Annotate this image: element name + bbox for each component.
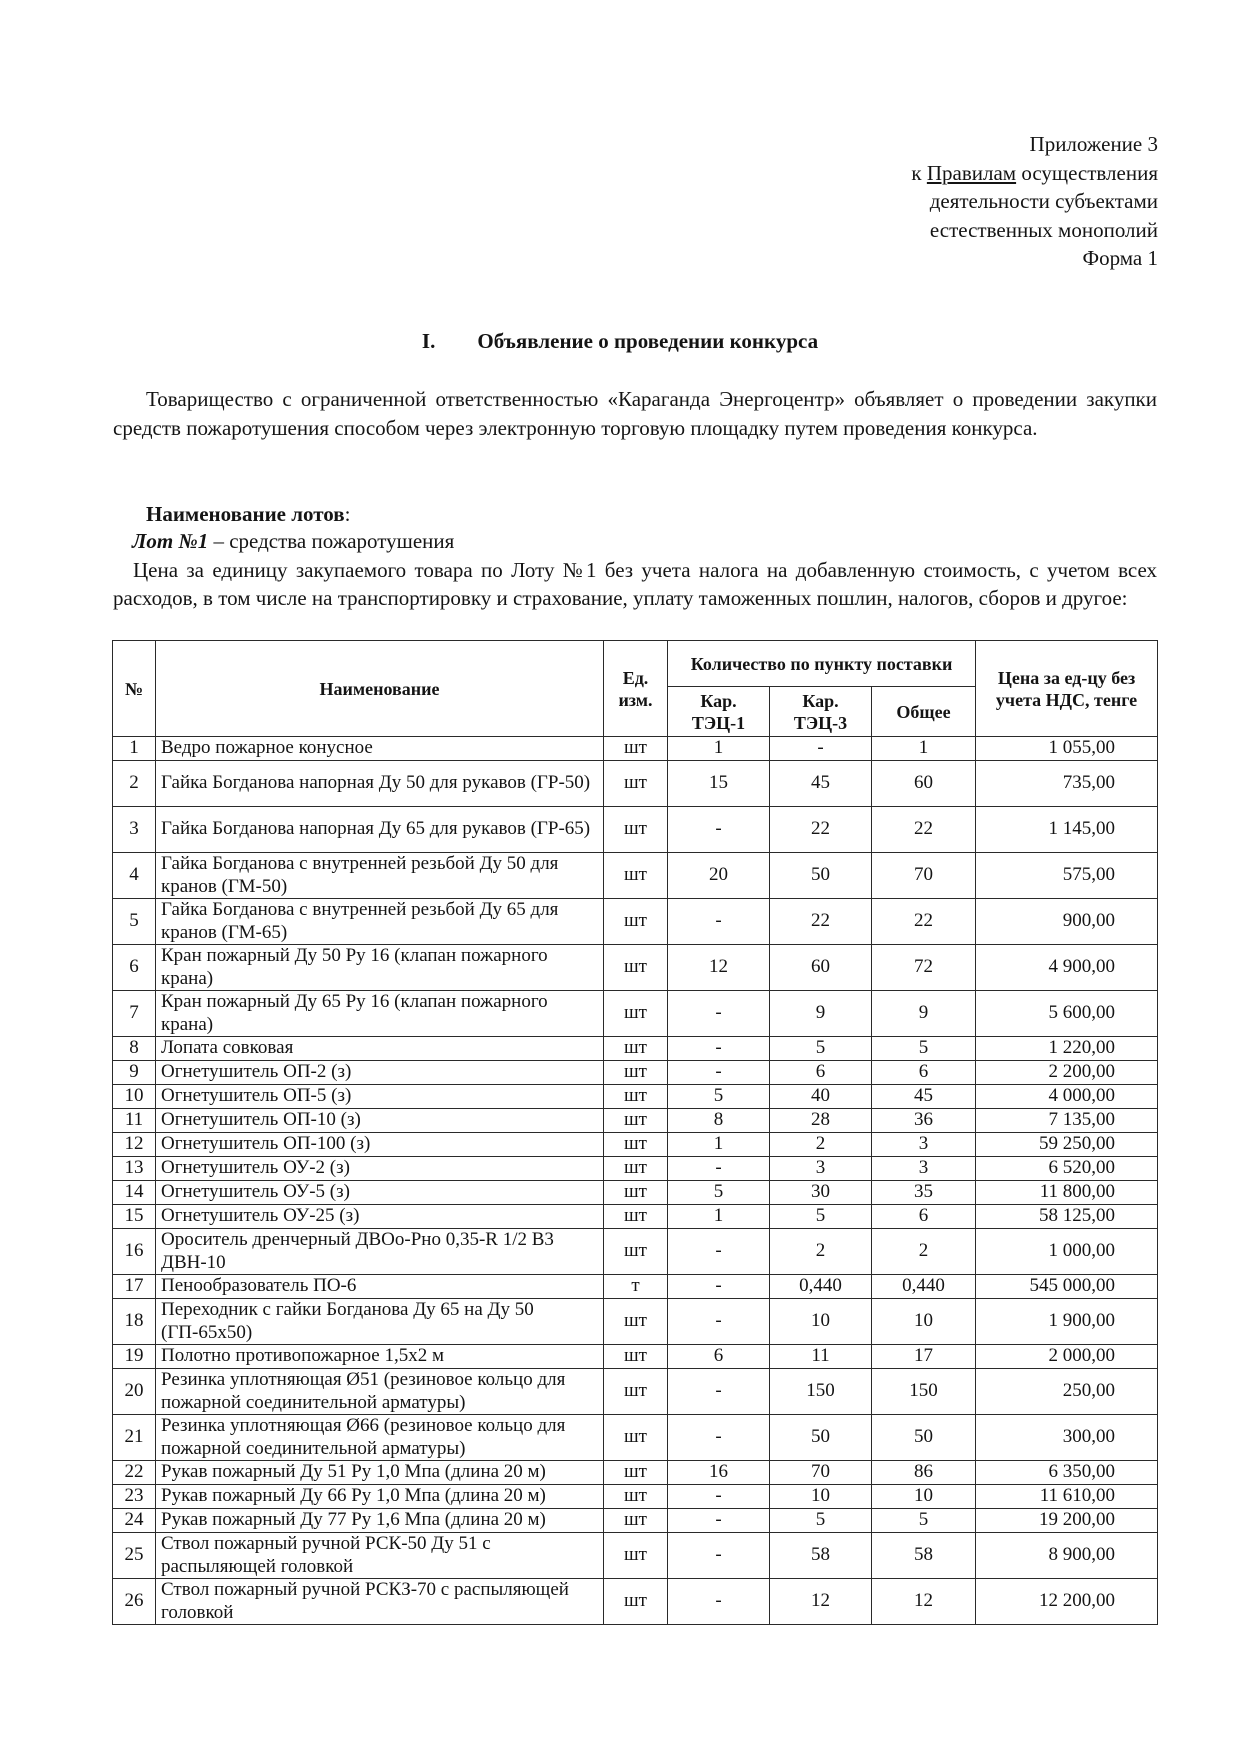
- qty-tec3: 58: [770, 1533, 872, 1579]
- unit-price: 250,00: [976, 1369, 1158, 1415]
- unit-price: 7 135,00: [976, 1109, 1158, 1133]
- qty-total: 72: [872, 945, 976, 991]
- unit-of-measure: шт: [604, 1109, 668, 1133]
- qty-tec3: 6: [770, 1061, 872, 1085]
- unit-of-measure: шт: [604, 1181, 668, 1205]
- qty-tec3: -: [770, 737, 872, 761]
- qty-total: 10: [872, 1299, 976, 1345]
- unit-price: 58 125,00: [976, 1205, 1158, 1229]
- qty-tec1: 1: [668, 737, 770, 761]
- unit-price: 12 200,00: [976, 1579, 1158, 1625]
- qty-tec3: 5: [770, 1205, 872, 1229]
- qty-tec1: -: [668, 1299, 770, 1345]
- row-number: 18: [113, 1299, 156, 1345]
- unit-price: 11 610,00: [976, 1485, 1158, 1509]
- item-name: Гайка Богданова напорная Ду 50 для рукавов (ГР-50): [156, 761, 604, 807]
- unit-of-measure: шт: [604, 1299, 668, 1345]
- row-number: 15: [113, 1205, 156, 1229]
- price-note: Цена за единицу закупаемого товара по Лоту №1 без учета налога на добавленную стоимость, с учетом всех расходов, в том числе на транспортировку и страхование, уплату таможенных пошлин, налогов, сборов и другое:: [113, 558, 1157, 610]
- qty-total: 2: [872, 1229, 976, 1275]
- qty-tec3: 70: [770, 1461, 872, 1485]
- header-qty-group: Количество по пункту поставки: [668, 641, 976, 687]
- lot-dash: –: [208, 529, 230, 553]
- row-number: 23: [113, 1485, 156, 1509]
- qty-tec3: 5: [770, 1509, 872, 1533]
- qty-tec3: 22: [770, 899, 872, 945]
- unit-price: 59 250,00: [976, 1133, 1158, 1157]
- qty-tec3: 30: [770, 1181, 872, 1205]
- table-row: [113, 1485, 1158, 1509]
- qty-tec1: -: [668, 1485, 770, 1509]
- table-row: [113, 1061, 1158, 1085]
- unit-price: 4 000,00: [976, 1085, 1158, 1109]
- item-name: Ствол пожарный ручной РСКЗ-70 с распыляющей головкой: [156, 1579, 604, 1625]
- row-number: 2: [113, 761, 156, 807]
- unit-of-measure: шт: [604, 1133, 668, 1157]
- unit-of-measure: шт: [604, 1579, 668, 1625]
- unit-of-measure: шт: [604, 1369, 668, 1415]
- appendix-rules-line: [911, 159, 1158, 188]
- row-number: 4: [113, 853, 156, 899]
- qty-total: 0,440: [872, 1275, 976, 1299]
- item-name: Кран пожарный Ду 50 Ру 16 (клапан пожарного крана): [156, 945, 604, 991]
- qty-tec3: 50: [770, 853, 872, 899]
- table-row: [113, 1509, 1158, 1533]
- intro-paragraph: Товарищество с ограниченной ответственностью «Караганда Энергоцентр» объявляет о проведении закупки средств пожаротушения способом через электронную торговую площадку путем проведения конкурса.: [113, 387, 1157, 440]
- row-number: 24: [113, 1509, 156, 1533]
- row-number: 8: [113, 1037, 156, 1061]
- row-number: 11: [113, 1109, 156, 1133]
- unit-price: 300,00: [976, 1415, 1158, 1461]
- table-row: [113, 899, 1158, 945]
- qty-total: 22: [872, 899, 976, 945]
- unit-price: 735,00: [976, 761, 1158, 807]
- table-row: [113, 1133, 1158, 1157]
- qty-tec1: 6: [668, 1345, 770, 1369]
- qty-total: 10: [872, 1485, 976, 1509]
- form-number: Форма 1: [1082, 246, 1158, 270]
- qty-tec1: -: [668, 1415, 770, 1461]
- qty-tec3: 0,440: [770, 1275, 872, 1299]
- qty-tec3: 28: [770, 1109, 872, 1133]
- section-heading: Объявление о проведении конкурса: [477, 329, 819, 353]
- row-number: 1: [113, 737, 156, 761]
- qty-tec1: 15: [668, 761, 770, 807]
- lots-heading-label: Наименование лотов: [146, 502, 345, 526]
- table-row: [113, 1369, 1158, 1415]
- table-row: [113, 1345, 1158, 1369]
- item-name: Резинка уплотняющая Ø66 (резиновое кольцо для пожарной соединительной арматуры): [156, 1415, 604, 1461]
- unit-price: 19 200,00: [976, 1509, 1158, 1533]
- table-row: [113, 853, 1158, 899]
- unit-of-measure: шт: [604, 945, 668, 991]
- unit-of-measure: шт: [604, 1461, 668, 1485]
- unit-price: 1 055,00: [976, 737, 1158, 761]
- row-number: 10: [113, 1085, 156, 1109]
- qty-total: 6: [872, 1061, 976, 1085]
- qty-tec3: 10: [770, 1299, 872, 1345]
- unit-price: 11 800,00: [976, 1181, 1158, 1205]
- table-row: [113, 1205, 1158, 1229]
- unit-of-measure: шт: [604, 761, 668, 807]
- qty-tec1: -: [668, 1509, 770, 1533]
- qty-tec3: 10: [770, 1485, 872, 1509]
- item-name: Рукав пожарный Ду 51 Ру 1,0 Мпа (длина 20 м): [156, 1461, 604, 1485]
- row-number: 25: [113, 1533, 156, 1579]
- unit-price: 2 000,00: [976, 1345, 1158, 1369]
- qty-tec1: -: [668, 1533, 770, 1579]
- row-number: 9: [113, 1061, 156, 1085]
- unit-price: 6 520,00: [976, 1157, 1158, 1181]
- qty-tec1: 20: [668, 853, 770, 899]
- item-name: Рукав пожарный Ду 77 Ру 1,6 Мпа (длина 20 м): [156, 1509, 604, 1533]
- table-row: [113, 737, 1158, 761]
- qty-tec1: -: [668, 1579, 770, 1625]
- item-name: Огнетушитель ОУ-5 (з): [156, 1181, 604, 1205]
- qty-tec3: 150: [770, 1369, 872, 1415]
- row-number: 13: [113, 1157, 156, 1181]
- table-row: [113, 761, 1158, 807]
- item-name: Лопата совковая: [156, 1037, 604, 1061]
- qty-tec3: 5: [770, 1037, 872, 1061]
- row-number: 17: [113, 1275, 156, 1299]
- qty-tec1: 1: [668, 1133, 770, 1157]
- table-row: [113, 1157, 1158, 1181]
- unit-of-measure: шт: [604, 1085, 668, 1109]
- unit-price: 6 350,00: [976, 1461, 1158, 1485]
- unit-price: 900,00: [976, 899, 1158, 945]
- table-row: [113, 1181, 1158, 1205]
- unit-of-measure: шт: [604, 1037, 668, 1061]
- appendix-line: Приложение 3: [1029, 132, 1158, 156]
- qty-total: 45: [872, 1085, 976, 1109]
- unit-price: 5 600,00: [976, 991, 1158, 1037]
- appendix-header: [911, 130, 1158, 273]
- qty-tec1: -: [668, 991, 770, 1037]
- table-row: [113, 1229, 1158, 1275]
- unit-of-measure: т: [604, 1275, 668, 1299]
- unit-of-measure: шт: [604, 899, 668, 945]
- qty-total: 35: [872, 1181, 976, 1205]
- table-row: [113, 1109, 1158, 1133]
- qty-tec1: -: [668, 1061, 770, 1085]
- appendix-suffix: осуществления: [1016, 160, 1158, 185]
- row-number: 19: [113, 1345, 156, 1369]
- table-row: [113, 1533, 1158, 1579]
- row-number: 3: [113, 807, 156, 853]
- unit-price: 545 000,00: [976, 1275, 1158, 1299]
- table-row: [113, 807, 1158, 853]
- qty-total: 3: [872, 1133, 976, 1157]
- section-number: I.: [421, 329, 436, 353]
- header-qty-tec3: Кар. ТЭЦ-3: [770, 687, 872, 737]
- item-name: Резинка уплотняющая Ø51 (резиновое кольцо для пожарной соединительной арматуры): [156, 1369, 604, 1415]
- qty-total: 86: [872, 1461, 976, 1485]
- lot-label: Лот №1: [132, 529, 209, 553]
- row-number: 7: [113, 991, 156, 1037]
- table-row: [113, 991, 1158, 1037]
- unit-price: 2 200,00: [976, 1061, 1158, 1085]
- unit-of-measure: шт: [604, 1345, 668, 1369]
- qty-tec3: 11: [770, 1345, 872, 1369]
- row-number: 16: [113, 1229, 156, 1275]
- qty-total: 12: [872, 1579, 976, 1625]
- qty-total: 36: [872, 1109, 976, 1133]
- unit-of-measure: шт: [604, 807, 668, 853]
- unit-price: 1 900,00: [976, 1299, 1158, 1345]
- qty-total: 50: [872, 1415, 976, 1461]
- qty-tec1: -: [668, 807, 770, 853]
- lot-line: [132, 529, 454, 554]
- item-name: Ствол пожарный ручной РСК-50 Ду 51 с распыляющей головкой: [156, 1533, 604, 1579]
- item-name: Пенообразователь ПО-6: [156, 1275, 604, 1299]
- appendix-line: деятельности субъектами: [929, 189, 1158, 213]
- qty-total: 22: [872, 807, 976, 853]
- unit-price: 1 220,00: [976, 1037, 1158, 1061]
- header-name: Наименование: [156, 641, 604, 737]
- item-name: Гайка Богданова с внутренней резьбой Ду 65 для кранов (ГМ-65): [156, 899, 604, 945]
- qty-tec3: 3: [770, 1157, 872, 1181]
- unit-price: 4 900,00: [976, 945, 1158, 991]
- header-num: №: [113, 641, 156, 737]
- unit-of-measure: шт: [604, 1509, 668, 1533]
- unit-price: 1 000,00: [976, 1229, 1158, 1275]
- rules-link[interactable]: Правилам: [926, 160, 1017, 185]
- unit-of-measure: шт: [604, 1157, 668, 1181]
- qty-tec1: 5: [668, 1085, 770, 1109]
- item-name: Гайка Богданова с внутренней резьбой Ду 50 для кранов (ГМ-50): [156, 853, 604, 899]
- qty-total: 1: [872, 737, 976, 761]
- unit-of-measure: шт: [604, 1485, 668, 1509]
- qty-tec1: 12: [668, 945, 770, 991]
- qty-total: 3: [872, 1157, 976, 1181]
- header-price: Цена за ед-цу без учета НДС, тенге: [976, 641, 1158, 737]
- qty-tec1: 8: [668, 1109, 770, 1133]
- row-number: 14: [113, 1181, 156, 1205]
- row-number: 12: [113, 1133, 156, 1157]
- unit-of-measure: шт: [604, 1415, 668, 1461]
- item-name: Огнетушитель ОП-2 (з): [156, 1061, 604, 1085]
- items-table: [112, 640, 1158, 1625]
- qty-tec1: -: [668, 1037, 770, 1061]
- row-number: 26: [113, 1579, 156, 1625]
- appendix-line: естественных монополий: [929, 217, 1158, 242]
- qty-tec1: -: [668, 1369, 770, 1415]
- section-title: [0, 329, 1240, 354]
- unit-price: 575,00: [976, 853, 1158, 899]
- item-name: Рукав пожарный Ду 66 Ру 1,0 Мпа (длина 20 м): [156, 1485, 604, 1509]
- unit-price: 1 145,00: [976, 807, 1158, 853]
- item-name: Переходник с гайки Богданова Ду 65 на Ду 50 (ГП-65х50): [156, 1299, 604, 1345]
- table-row: [113, 1461, 1158, 1485]
- unit-of-measure: шт: [604, 1061, 668, 1085]
- qty-tec1: 16: [668, 1461, 770, 1485]
- qty-total: 58: [872, 1533, 976, 1579]
- qty-tec3: 40: [770, 1085, 872, 1109]
- items-body: [113, 737, 1158, 1625]
- lot-name: средства пожаротушения: [229, 529, 455, 553]
- table-row: [113, 1299, 1158, 1345]
- qty-tec3: 2: [770, 1229, 872, 1275]
- table-row: [113, 1085, 1158, 1109]
- item-name: Ороситель дренчерный ДВОо-Рно 0,35-R 1/2 В3 ДВН-10: [156, 1229, 604, 1275]
- table-row: [113, 1579, 1158, 1625]
- item-name: Огнетушитель ОУ-25 (з): [156, 1205, 604, 1229]
- qty-tec1: -: [668, 899, 770, 945]
- qty-tec3: 22: [770, 807, 872, 853]
- qty-tec3: 45: [770, 761, 872, 807]
- unit-of-measure: шт: [604, 1205, 668, 1229]
- qty-tec3: 9: [770, 991, 872, 1037]
- table-row: [113, 1275, 1158, 1299]
- header-unit: Ед. изм.: [604, 641, 668, 737]
- lots-heading-colon: :: [344, 502, 351, 526]
- lots-heading: [146, 502, 350, 527]
- item-name: Огнетушитель ОУ-2 (з): [156, 1157, 604, 1181]
- item-name: Огнетушитель ОП-100 (з): [156, 1133, 604, 1157]
- qty-total: 9: [872, 991, 976, 1037]
- unit-price: 8 900,00: [976, 1533, 1158, 1579]
- qty-tec1: -: [668, 1229, 770, 1275]
- row-number: 6: [113, 945, 156, 991]
- qty-total: 17: [872, 1345, 976, 1369]
- qty-tec1: -: [668, 1275, 770, 1299]
- unit-of-measure: шт: [604, 1533, 668, 1579]
- qty-tec3: 12: [770, 1579, 872, 1625]
- unit-of-measure: шт: [604, 737, 668, 761]
- row-number: 21: [113, 1415, 156, 1461]
- row-number: 5: [113, 899, 156, 945]
- table-row: [113, 1415, 1158, 1461]
- item-name: Ведро пожарное конусное: [156, 737, 604, 761]
- unit-of-measure: шт: [604, 853, 668, 899]
- qty-total: 60: [872, 761, 976, 807]
- qty-tec3: 60: [770, 945, 872, 991]
- qty-total: 5: [872, 1509, 976, 1533]
- header-qty-tec1: Кар. ТЭЦ-1: [668, 687, 770, 737]
- qty-tec1: 1: [668, 1205, 770, 1229]
- qty-tec1: 5: [668, 1181, 770, 1205]
- header-qty-total: Общее: [872, 687, 976, 737]
- item-name: Кран пожарный Ду 65 Ру 16 (клапан пожарного крана): [156, 991, 604, 1037]
- item-name: Огнетушитель ОП-10 (з): [156, 1109, 604, 1133]
- item-name: Огнетушитель ОП-5 (з): [156, 1085, 604, 1109]
- appendix-prefix: к: [911, 160, 927, 185]
- qty-total: 6: [872, 1205, 976, 1229]
- table-row: [113, 1037, 1158, 1061]
- qty-total: 5: [872, 1037, 976, 1061]
- row-number: 22: [113, 1461, 156, 1485]
- unit-of-measure: шт: [604, 1229, 668, 1275]
- table-row: [113, 945, 1158, 991]
- row-number: 20: [113, 1369, 156, 1415]
- qty-total: 150: [872, 1369, 976, 1415]
- qty-tec3: 50: [770, 1415, 872, 1461]
- qty-total: 70: [872, 853, 976, 899]
- unit-of-measure: шт: [604, 991, 668, 1037]
- item-name: Полотно противопожарное 1,5х2 м: [156, 1345, 604, 1369]
- qty-tec3: 2: [770, 1133, 872, 1157]
- item-name: Гайка Богданова напорная Ду 65 для рукавов (ГР-65): [156, 807, 604, 853]
- qty-tec1: -: [668, 1157, 770, 1181]
